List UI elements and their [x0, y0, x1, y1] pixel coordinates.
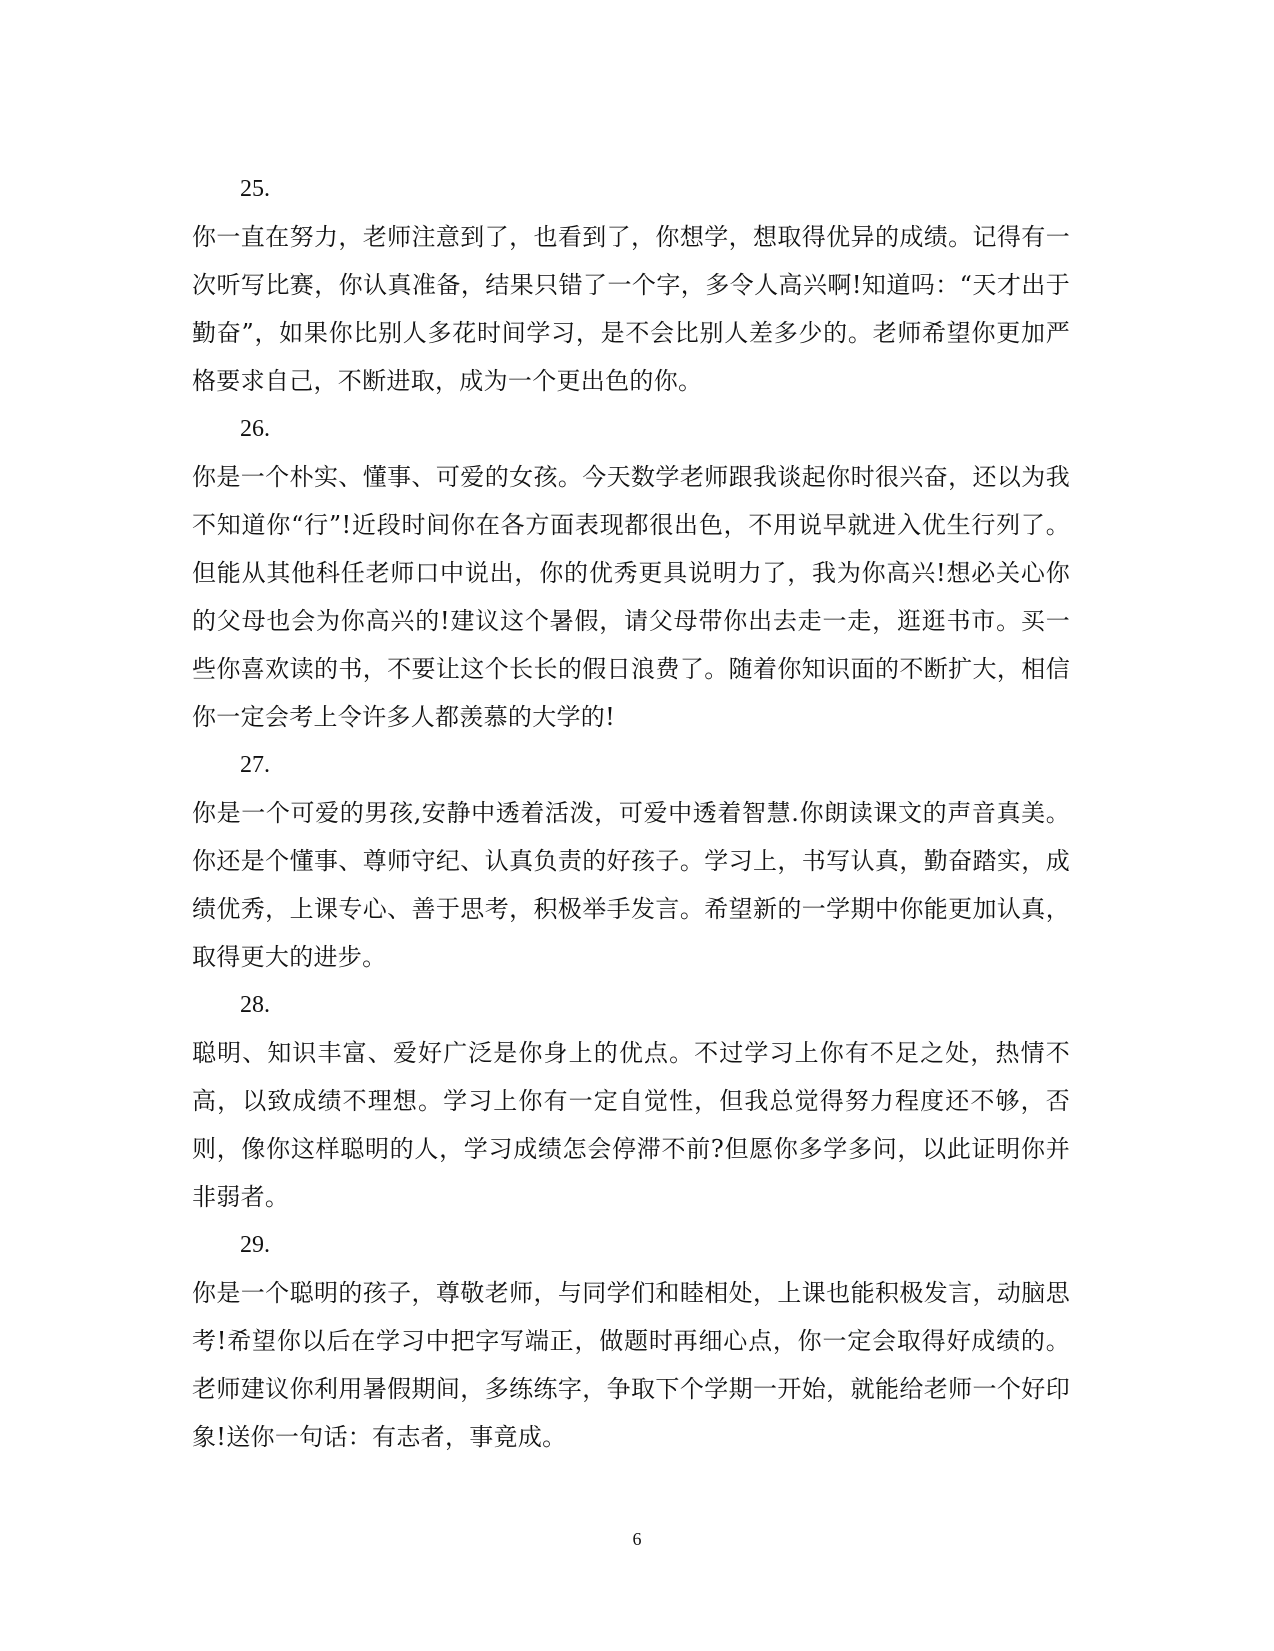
entry-25: [192, 165, 1070, 405]
entry-number: 27.: [240, 752, 270, 778]
entry-number: 29.: [240, 1232, 270, 1258]
entry-number: 25.: [240, 176, 270, 202]
entry-text: 你一直在努力，老师注意到了，也看到了，你想学，想取得优异的成绩。记得有一次听写比赛，你认真准备，结果只错了一个字，多令人高兴啊!知道吗：“天才出于勤奋”，如果你比别人多花时间学习，是不会比别人差多少的。老师希望你更加严格要求自己，不断进取，成为一个更出色的你。: [192, 223, 1070, 395]
entry-26: [192, 405, 1070, 741]
entry-text: 你是一个朴实、懂事、可爱的女孩。今天数学老师跟我谈起你时很兴奋，还以为我不知道你“行”!近段时间你在各方面表现都很出色，不用说早就进入优生行列了。但能从其他科任老师口中说出，你的优秀更具说明力了，我为你高兴!想必关心你的父母也会为你高兴的!建议这个暑假，请父母带你出去走一走，逛逛书市。买一些你喜欢读的书，不要让这个长长的假日浪费了。随着你知识面的不断扩大，相信你一定会考上令许多人都羡慕的大学的!: [192, 463, 1070, 731]
page-number: 6: [632, 1529, 642, 1549]
entry-text: 聪明、知识丰富、爱好广泛是你身上的优点。不过学习上你有不足之处，热情不高，以致成绩不理想。学习上你有一定自觉性，但我总觉得努力程度还不够，否则，像你这样聪明的人，学习成绩怎会停滞不前?但愿你多学多问，以此证明你并非弱者。: [192, 1039, 1070, 1211]
entry-27: [192, 741, 1070, 981]
entry-28: [192, 981, 1070, 1221]
entry-text: 你是一个聪明的孩子，尊敬老师，与同学们和睦相处，上课也能积极发言，动脑思考!希望你以后在学习中把字写端正，做题时再细心点，你一定会取得好成绩的。老师建议你利用暑假期间，多练练字，争取下个学期一开始，就能给老师一个好印象!送你一句话：有志者，事竟成。: [192, 1279, 1070, 1451]
entry-29: [192, 1221, 1070, 1461]
entry-number: 28.: [240, 992, 270, 1018]
entry-text: 你是一个可爱的男孩,安静中透着活泼，可爱中透着智慧.你朗读课文的声音真美。你还是个懂事、尊师守纪、认真负责的好孩子。学习上，书写认真，勤奋踏实，成绩优秀，上课专心、善于思考，积极举手发言。希望新的一学期中你能更加认真，取得更大的进步。: [192, 799, 1070, 971]
entry-list: [192, 165, 1070, 1461]
entry-number: 26.: [240, 416, 270, 442]
